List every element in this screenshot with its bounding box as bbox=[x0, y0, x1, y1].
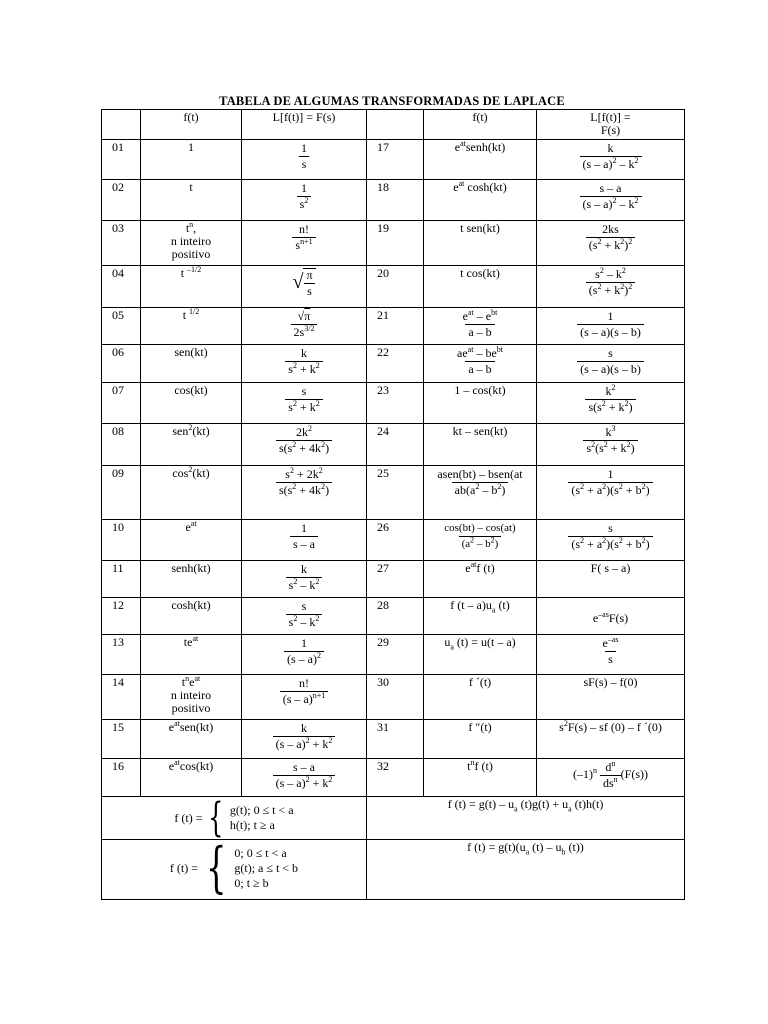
laplace-table bbox=[101, 109, 685, 900]
table-row: 06 sen(kt) $\frac{k}{s^2 + k^2}$ 22 $\frac{ae^{at} - be^{bt}}{a - b}$ $\frac{s}{(s - a)(s - b)}$ bbox=[102, 345, 685, 383]
header-num bbox=[102, 110, 141, 140]
piecewise-row: f (t) = { g(t); 0 ≤ t < a h(t); t ≥ a f $(t) = g(t) - u_a$ $(t)g(t) + u_a$ (t)h(t) bbox=[102, 797, 685, 840]
table-row: 11 senh(kt) $\frac{k}{s^2 - k^2}$ 27 $e^{at}f$ (t) F( s – a) bbox=[102, 561, 685, 598]
header-row bbox=[102, 110, 685, 140]
table-row: 10 $e^{at}$ $\frac{1}{s - a}$ 26 $\frac{\cos(bt) - \cos(at)}{(a^2 - b^2)}$ $\frac{s}{(s^2 + a^2)(s^2 + b^2)}$ bbox=[102, 520, 685, 561]
table-row: 15 $e^{at}sen(kt)$ $\frac{k}{(s - a)^2 + k^2}$ 31 f ″(t) $s^2F(s)$ – sf (0) – f ´(0) bbox=[102, 720, 685, 759]
table-row: 14 $t^ne^{at}$ n inteiro positivo $\frac{n!}{(s - a)^{n+1}}$ 30 f ´(t) sF(s) – f(0) bbox=[102, 675, 685, 720]
table-row: 01 1 $\frac{1}{s}$ 17 $e^{at}senh(kt)$ $\frac{k}{(s - a)^2 - k^2}$ bbox=[102, 140, 685, 180]
table-row: 12 cosh(kt) $\frac{s}{s^2 - k^2}$ 28 f $(t - a)u_a$ (t) $e^{-as}F(s)$ bbox=[102, 598, 685, 635]
header-lft: L[f(t)] = F(s) bbox=[242, 110, 367, 140]
table-row: 09 $\cos^2(kt)$ $\frac{s^2 + 2k^2}{s(s^2 + 4k^2)}$ 25 $\frac{\text{asen(bt) – bsen(at}}{ab(a^2 - b^2)}$ $\frac{1}{(s^2 + a^2)(s^2 + b^2)}$ bbox=[102, 466, 685, 520]
table-row: 04 t $^{-1/2}$ √ $\frac{\pi}{s}$ 20 t cos(kt) $\frac{s^2 - k^2}{(s^2 + k^2)^2}$ bbox=[102, 266, 685, 308]
table-row: 05 t $^{1/2}$ $\frac{√\pi}{2s^{3/2}}$ 21 $\frac{e^{at} - e^{bt}}{a - b}$ $\frac{1}{(s - a)(s - b)}$ bbox=[102, 308, 685, 345]
header-ft: f(t) bbox=[141, 110, 242, 140]
table-row: 07 cos(kt) $\frac{s}{s^2 + k^2}$ 23 1 – cos(kt) $\frac{k^2}{s(s^2 + k^2)}$ bbox=[102, 383, 685, 424]
header-lft2: L[f(t)] = F(s) bbox=[537, 110, 685, 140]
header-num2 bbox=[367, 110, 424, 140]
piecewise-row: f (t) = { 0; 0 ≤ t < a g(t); a ≤ t < b 0; t ≥ b f $(t) = g(t)(u_a$ $(t) - u_b$ (t)) bbox=[102, 840, 685, 900]
fraction: $\frac{1}{s}$ bbox=[298, 142, 310, 171]
table-row: 02 t $\frac{1}{s^2}$ 18 $e^{at}$ cosh(kt) $\frac{s - a}{(s - a)^2 - k^2}$ bbox=[102, 180, 685, 221]
header-ft2: f(t) bbox=[424, 110, 537, 140]
table-row: 13 $te^{at}$ $\frac{1}{(s - a)^2}$ 29 $u_a$ (t) = u(t – a) $\frac{e^{-as}}{s}$ bbox=[102, 635, 685, 675]
table-row: 16 $e^{at}\cos(kt)$ $\frac{s - a}{(s - a)^2 + k^2}$ 32 $t^nf$ (t) $(-1)^n$ $\frac{d^n}{ds^n}$ (F(s)) bbox=[102, 759, 685, 797]
page-title: TABELA DE ALGUMAS TRANSFORMADAS DE LAPLACE bbox=[219, 94, 565, 108]
table-row: 03 $t^n$, n inteiro positivo $\frac{n!}{s^{n+1}}$ 19 t sen(kt) $\frac{2ks}{(s^2 + k^2)^2}$ bbox=[102, 221, 685, 266]
table-row: 08 sen$^2$(kt) $\frac{2k^2}{s(s^2 + 4k^2)}$ 24 kt – sen(kt) $\frac{k^3}{s^2(s^2 + k^2)}$ bbox=[102, 424, 685, 466]
